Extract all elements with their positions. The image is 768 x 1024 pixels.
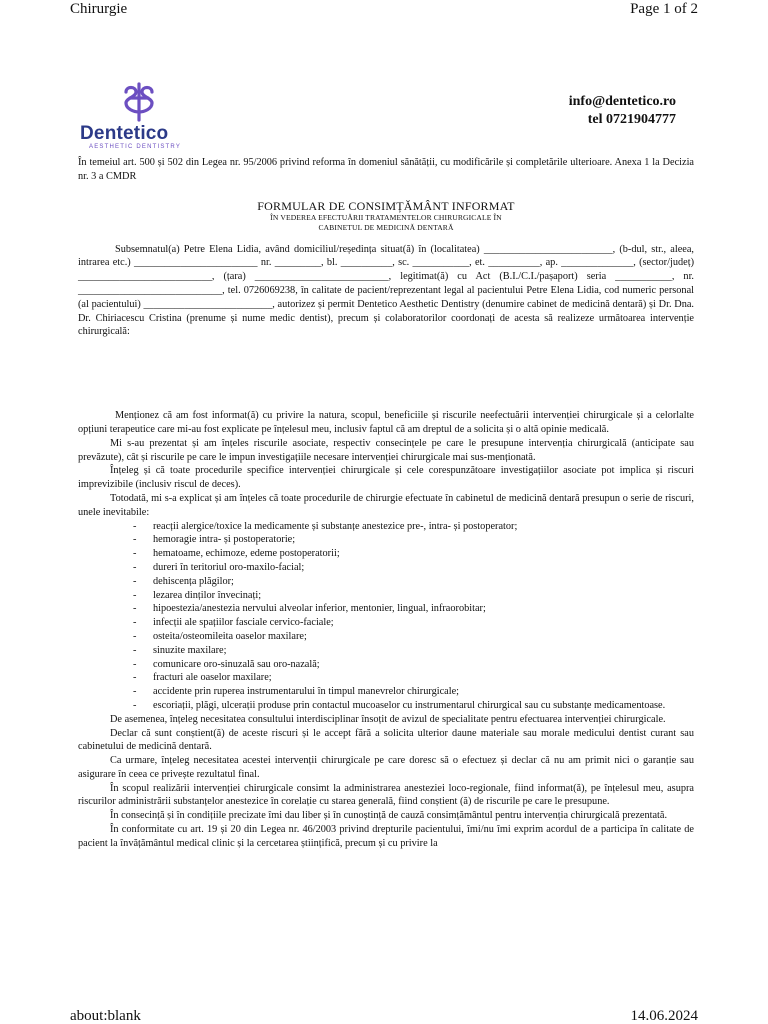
print-footer-url: about:blank xyxy=(70,1008,141,1024)
risk-item: - dehiscența plăgilor; xyxy=(78,575,694,589)
paragraph-risk-list-intro: Totodată, mi s-a explicat și am înțeles că toate procedurile de chirurgie efectuate în cabinetul de medicină dentară presupun o serie de riscuri, unele inevitabile: xyxy=(78,492,694,518)
paragraph-patient-rights: În conformitate cu art. 19 și 20 din Legea nr. 46/2003 privind drepturile pacientului, îmi/nu îmi exprim acordul de a participa în calitate de pacient la învățământul medical clinic și la cercetarea științifică, precum și cu privire la xyxy=(78,824,694,849)
form-title-block xyxy=(78,199,694,233)
risk-item: - hipoestezia/anestezia nervului alveolar inferior, mentonier, lingual, infraorobitar; xyxy=(78,602,694,616)
risk-item: - accidente prin ruperea instrumentarului în timpul manevrelor chirurgicale; xyxy=(78,685,694,699)
patient-declaration: Subsemnatul(a) Petre Elena Lidia, având domiciliul/reședința situat(ă) în (localitatea) _________________________, (b-dul, str., aleea, intrarea etc.) ________________________ nr. _________, bl. __________, sc. ___________, et. __________, ap. ______________, (sector/județ) __________________________, (țara) __________________________, legitimat(ă) cu Act (B.I./C.I./pașaport) seria ___________, nr. ____________________________, tel. 0726069238, în calitate de pacient/reprezentant legal al pacientului Petre Elena Lidia, cod numeric personal (al pacientului) _________________________, autorizez și permit Dentetico Aesthetic Dentistry (denumire cabinet de medicină dentară) și Dr. Dna. Dr. Chiriacescu Cristina (prenume și nume medic dentist), precum și colaboratorilor coordonați de acesta să realizeze următoarea intervenție chirurgicală: xyxy=(78,243,694,338)
dentetico-emblem-icon xyxy=(118,82,160,122)
print-header xyxy=(70,0,698,20)
contact-email: info@dentetico.ro xyxy=(568,94,676,109)
risk-item: - fracturi ale oaselor maxilare; xyxy=(78,671,694,685)
risk-list xyxy=(78,520,694,713)
logo-tagline: AESTHETIC DENTISTRY xyxy=(89,144,182,150)
risk-item: - osteita/osteomileita oaselor maxilare; xyxy=(78,630,694,644)
paragraph-accept-risks: Declar că sunt conștient(ă) de aceste riscuri și le accept fără a solicita ulterior daune materiale sau morale medicului dentist curant sau cabinetului de medicină dentară. xyxy=(78,727,694,753)
risk-item: - hematoame, echimoze, edeme postoperatorii; xyxy=(78,547,694,561)
paragraph-informed: Menționez că am fost informat(ă) cu privire la natura, scopul, beneficiile și riscurile neefectuării intervenției chirurgicale și a celorlalte opțiuni terapeutice care mi-au fost explicate pe înțelesul meu, inclusiv faptul că am dreptul de a solicita și o altă opinie medicală. xyxy=(78,410,694,435)
consent-form-body xyxy=(78,156,694,851)
print-header-title: Chirurgie xyxy=(70,1,128,17)
paragraph-risks-presented: Mi s-au prezentat și am înțeles riscurile asociate, respectiv consecințele pe care le presupune intervenția chirurgicală (anticipate sau prevăzute), cât și riscurile pe care le impun investigațiile necesare intervenției chirurgicale mai sus-menționată. xyxy=(78,437,694,463)
paragraph-no-guarantee: Ca urmare, înțeleg necesitatea acestei intervenții chirurgicale pe care doresc să o efectuez și declar că nu am primit nici o garanție sau asigurare în ceea ce privește rezultatul final. xyxy=(78,755,694,780)
print-footer-date: 14.06.2024 xyxy=(630,1008,698,1024)
print-footer xyxy=(70,1008,698,1024)
clinic-logo xyxy=(78,80,206,150)
risk-item: - sinuzite maxilare; xyxy=(78,644,694,658)
legal-basis: În temeiul art. 500 și 502 din Legea nr. 95/2006 privind reforma în domeniul sănătății, cu modificările și completările ulterioare. Anexa 1 la Decizia nr. 3 a CMDR xyxy=(78,157,694,182)
print-header-page: Page 1 of 2 xyxy=(630,1,698,17)
logo-brand-name: Dentetico xyxy=(80,123,169,144)
risk-item: - lezarea dinților învecinați; xyxy=(78,589,694,603)
intervention-blank-area xyxy=(78,339,694,409)
form-subtitle-line2: CABINETUL DE MEDICINĂ DENTARĂ xyxy=(318,222,454,232)
contact-phone: tel 0721904777 xyxy=(587,112,676,127)
paragraph-unforeseeable-risks: Înțeleg și că toate procedurile specifice intervenției chirurgicale și cele corespunzătoare investigațiilor asociate pot implica și riscuri imprevizibile (inclusiv riscul de deces). xyxy=(78,465,694,491)
paragraph-anesthesia: În scopul realizării intervenției chirurgicale consimt la administrarea anesteziei loco-regionale, fiind informat(ă), pe înțelesul meu, asupra riscurilor administrării substanțelor anestezice în corelație cu starea generală, fiind conștient (ă) de riscurile pe care le presupune. xyxy=(78,782,694,808)
risk-item: - infecții ale spațiilor fasciale cervico-faciale; xyxy=(78,616,694,630)
paragraph-consent: În consecință și în condițiile precizate îmi dau liber și în cunoștință de cauză consimțământul pentru intervenția chirurgicală prezentată. xyxy=(110,810,668,822)
paragraph-interdisciplinary: De asemenea, înțeleg necesitatea consultului interdisciplinar însoțit de avizul de specialitate pentru efectuarea intervenției chirurgicale. xyxy=(110,713,666,725)
form-title: FORMULAR DE CONSIMȚĂMÂNT INFORMAT xyxy=(257,198,515,213)
clinic-contact xyxy=(569,93,676,129)
risk-item: - reacții alergice/toxice la medicamente și substanțe anestezice pre-, intra- și postoperator; xyxy=(78,520,694,534)
risk-item: - dureri în teritoriul oro-maxilo-facial; xyxy=(78,561,694,575)
risk-item: - hemoragie intra- și postoperatorie; xyxy=(78,533,694,547)
risk-item: - escoriații, plăgi, ulcerații produse prin contactul mucoaselor cu instrumentarul chirurgical sau cu substanțe medicamentoase. xyxy=(78,699,694,713)
risk-item: - comunicare oro-sinuzală sau oro-nazală; xyxy=(78,658,694,672)
form-subtitle-line1: ÎN VEDEREA EFECTUĂRII TRATAMENTELOR CHIRURGICALE ÎN xyxy=(270,212,502,222)
